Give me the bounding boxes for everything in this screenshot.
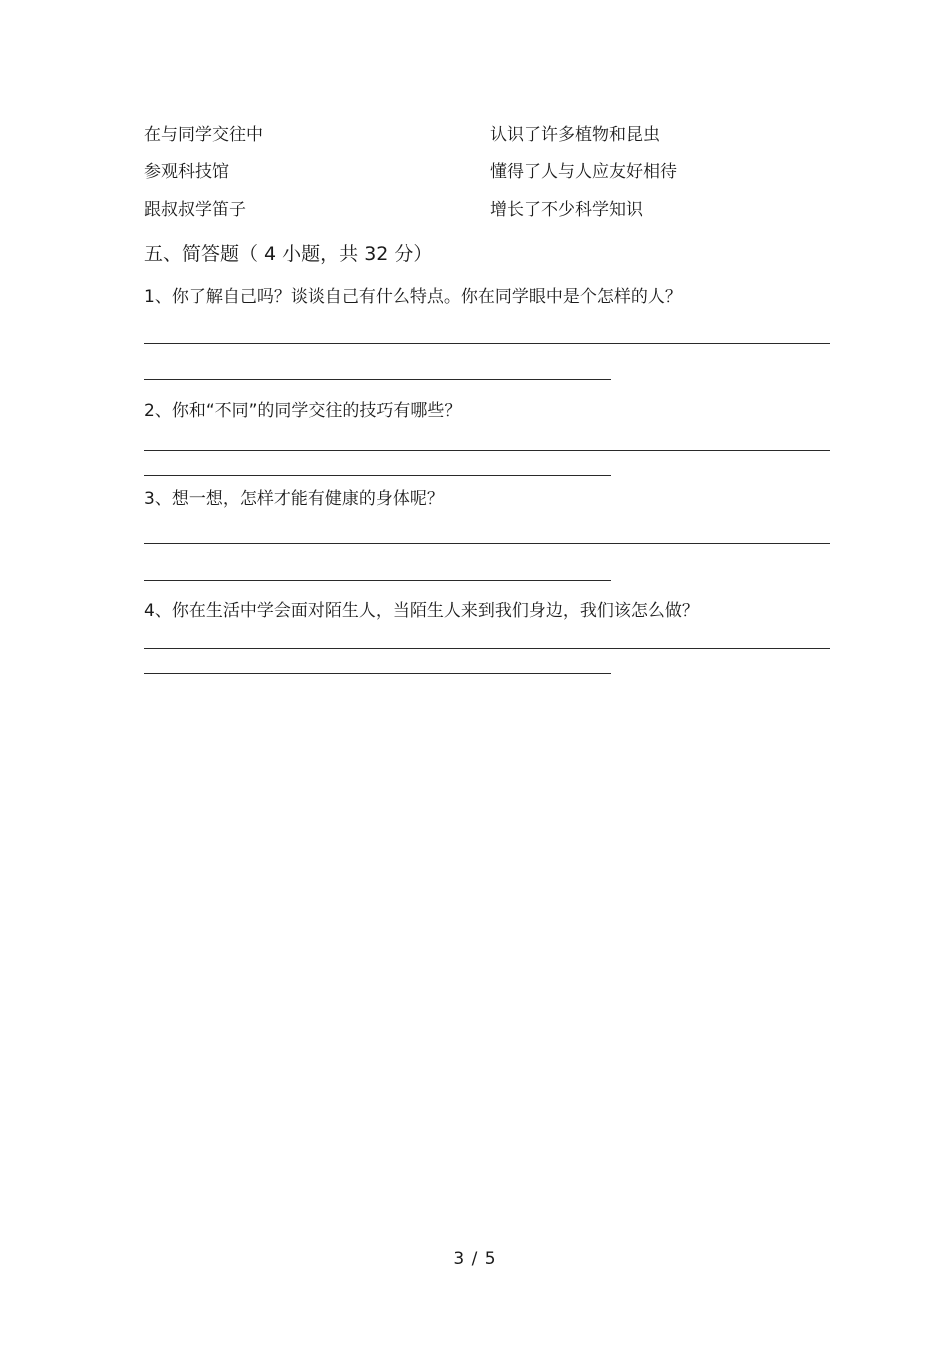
answer-line-1b[interactable] [144,379,611,380]
question-1: 1、你了解自己吗？谈谈自己有什么特点。你在同学眼中是个怎样的人？ [144,287,682,307]
section-title: 五、简答题（ 4 小题，共 32 分） [144,243,433,265]
match-left-item-2: 参观科技馆 [144,162,229,182]
answer-line-1a[interactable] [144,343,830,344]
question-4: 4、你在生活中学会面对陌生人，当陌生人来到我们身边，我们该怎么做？ [144,601,699,621]
question-3: 3、想一想，怎样才能有健康的身体呢？ [144,489,444,509]
match-right-item-3: 增长了不少科学知识 [490,200,643,220]
page-number: 3 / 5 [453,1249,497,1269]
match-left-item-3: 跟叔叔学笛子 [144,200,246,220]
answer-line-4a[interactable] [144,648,830,649]
answer-line-4b[interactable] [144,673,611,674]
answer-line-2b[interactable] [144,475,611,476]
match-right-item-2: 懂得了人与人应友好相待 [490,162,677,182]
answer-line-3a[interactable] [144,543,830,544]
answer-line-2a[interactable] [144,450,830,451]
question-2: 2、你和“不同”的同学交往的技巧有哪些？ [144,401,462,421]
answer-line-3b[interactable] [144,580,611,581]
match-left-item-1: 在与同学交往中 [144,125,263,145]
match-right-item-1: 认识了许多植物和昆虫 [490,125,660,145]
